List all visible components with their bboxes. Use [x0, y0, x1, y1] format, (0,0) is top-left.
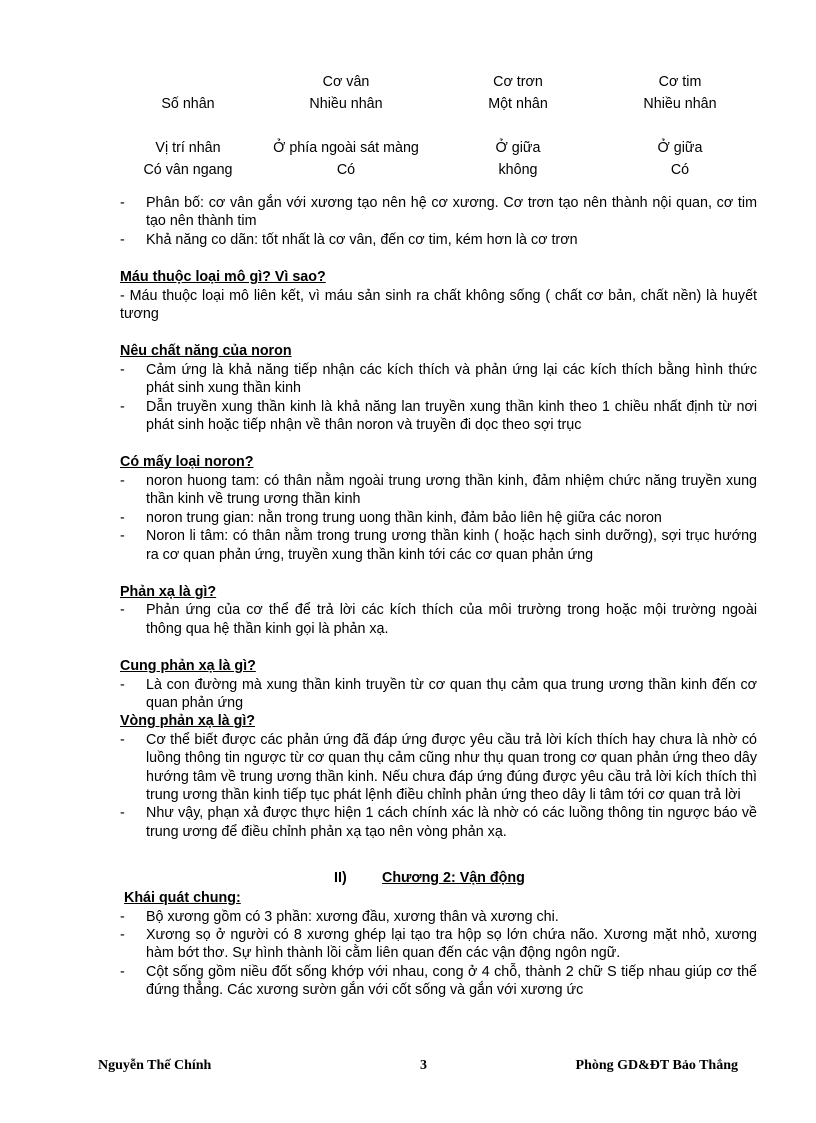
- list-item: - noron huong tam: có thân nằm ngoài trung ương thần kinh, đảm nhiệm chức năng truyền xung thần kinh về trung ương thần kinh: [120, 472, 757, 508]
- section-heading-overview: Khái quát chung:: [124, 890, 241, 907]
- bullet-dash: -: [120, 472, 125, 489]
- chapter-number: II): [334, 870, 347, 887]
- list-item: - Cơ thể biết được các phản ứng đã đáp ứng được yêu cầu trả lời kích thích hay chưa là nhờ có luồng thông tin ngược từ cơ quan thụ cảm cũng như thụ quan trong cơ quan phản ứng theo dây hướng tâm về trung ương thần kinh. Nếu chưa đáp ứng đúng được yêu cầu trả lời kích thích thì trung ương thần kinh tiếp tục phát lệnh điều chỉnh phản ứng theo dây li tâm tới cơ quan trả lời: [120, 731, 757, 803]
- table-cell: Nhiều nhân: [309, 96, 383, 112]
- list-item: - Dẫn truyền xung thần kinh là khả năng lan truyền xung thần kinh theo 1 chiều nhất định từ nơi phát sinh hoặc tiếp nhận về thân noron và truyền đi dọc theo sợi trục: [120, 398, 757, 434]
- muscle-comparison-table: [120, 70, 760, 180]
- bullet-dash: -: [120, 731, 125, 748]
- bullet-dash: -: [120, 908, 125, 925]
- list-item: - Phân bố: cơ vân gắn với xương tạo nên hệ cơ xương. Cơ trơn tạo nên thành nội quan, cơ tim tạo nên thành tim: [120, 195, 757, 230]
- footer-page-number: 3: [420, 1058, 427, 1073]
- list-item: - Là con đường mà xung thần kinh truyền từ cơ quan thụ cảm qua trung ương thần kinh đến cơ quan phản ứng: [120, 676, 757, 711]
- bullet-dash: -: [120, 528, 125, 545]
- section-heading-neuron-types: Có mấy loại noron?: [120, 454, 254, 471]
- bullet-dash: -: [120, 398, 125, 415]
- section-heading-blood: Máu thuộc loại mô gì? Vì sao?: [120, 269, 326, 286]
- bullet-dash: -: [120, 195, 125, 211]
- table-cell: Số nhân: [161, 96, 215, 112]
- table-cell: Ở phía ngoài sát màng: [273, 140, 419, 156]
- table-row: [120, 114, 760, 158]
- bullet-dash: -: [120, 805, 125, 822]
- table-header-row: [120, 70, 760, 92]
- bullet-dash: -: [120, 231, 125, 248]
- list-item: - Cột sống gồm niều đốt sống khớp với nhau, cong ở 4 chỗ, thành 2 chữ S tiếp nhau giúp cơ thể đứng thẳng. Các xương sườn gắn với cốt sống và gắn với xương ức: [120, 963, 757, 999]
- table-cell: Có: [336, 162, 356, 178]
- table-cell: Một nhân: [488, 96, 548, 112]
- bullet-dash: -: [120, 927, 125, 943]
- table-header-cell: Cơ tim: [658, 74, 702, 90]
- section-heading-reflex-loop: Vòng phản xạ là gì?: [120, 713, 256, 730]
- table-cell: Có: [670, 162, 690, 178]
- chapter-heading: [120, 867, 757, 889]
- table-row: [120, 92, 760, 114]
- table-cell: Có vân ngang: [143, 162, 233, 178]
- table-header-cell: Cơ trơn: [493, 74, 543, 90]
- list-item: - Cảm ứng là khả năng tiếp nhận các kích thích và phản ứng lại các kích thích bằng hình thức phát sinh xung thần kinh: [120, 361, 757, 397]
- section-heading-reflex: Phản xạ là gì?: [120, 583, 217, 600]
- list-item: - Khả năng co dãn: tốt nhất là cơ vân, đến cơ tim, kém hơn là cơ trơn: [120, 231, 578, 248]
- bullet-dash: -: [120, 509, 125, 526]
- bullet-dash: -: [120, 361, 125, 378]
- page-footer: [98, 1058, 738, 1078]
- list-item: - Phản ứng của cơ thể để trả lời các kích thích của môi trường trong hoặc mội trường ngoài thông qua hệ thần kinh gọi là phản xạ.: [120, 602, 757, 637]
- table-header-cell: Cơ vân: [322, 74, 370, 90]
- table-cell: Vị trí nhân: [155, 140, 221, 156]
- list-item: - noron trung gian: nằn trong trung uong thần kinh, đảm bảo liên hệ giữa các noron: [120, 509, 662, 526]
- bullet-dash: -: [120, 963, 125, 980]
- table-cell: Nhiều nhân: [643, 96, 717, 112]
- footer-organization: Phòng GD&ĐT Bảo Thắng: [575, 1058, 738, 1073]
- section-text-blood: - Máu thuộc loại mô liên kết, vì máu sản sinh ra chất không sống ( chất cơ bản, chất nền) là huyết tương: [120, 287, 757, 323]
- list-item: - Bộ xương gồm có 3 phần: xương đầu, xương thân và xương chi.: [120, 908, 559, 925]
- section-heading-neuron-function: Nêu chất năng của noron: [120, 343, 292, 360]
- list-item: - Như vậy, phạn xả được thực hiện 1 cách chính xác là nhờ có các luồng thông tin ngược báo về trung ương để điều chỉnh phản xạ tạo nên vòng phản xạ.: [120, 805, 757, 840]
- footer-author: Nguyễn Thế Chính: [98, 1058, 212, 1073]
- document-body: [120, 194, 757, 1000]
- chapter-title: Chương 2: Vận động: [382, 870, 525, 887]
- table-cell: Ở giữa: [495, 140, 541, 156]
- table-cell: Ở giữa: [657, 140, 703, 156]
- bullet-dash: -: [120, 676, 125, 693]
- list-item: - Xương sọ ở người có 8 xương ghép lại tạo tra hộp sọ lớn chứa não. Xương mặt nhỏ, xương hàm bớt thơ. Sự hình thành lồi cằm liên quan đến các vận động ngôn ngữ.: [120, 927, 757, 962]
- table-row: [120, 158, 760, 180]
- bullet-dash: -: [120, 602, 125, 619]
- table-cell: không: [498, 162, 538, 178]
- list-item: - Noron li tâm: có thân nằm trong trung ương thần kinh ( hoặc hạch sinh dưỡng), sợi trục hướng ra cơ quan phản ứng, truyền xung thần kinh tới các cơ quan phản ứng: [120, 528, 757, 563]
- section-heading-reflex-arc: Cung phản xạ là gì?: [120, 658, 256, 675]
